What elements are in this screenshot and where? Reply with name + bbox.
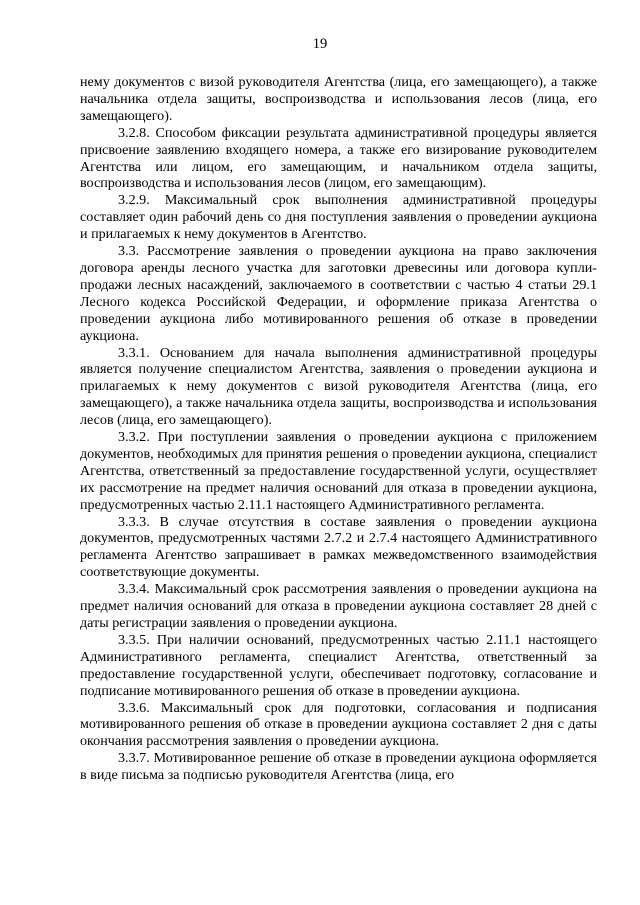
paragraph: 3.3. Рассмотрение заявления о проведении аукциона на право заключения договора аренды лесного участка для заготовки древесины или договора купли-продажи лесных насаждений, заключаемого в соответствии с частью 4 статьи 29.1 Лесного кодекса Российской Федерации, и оформление приказа Агентства о проведении аукциона либо мотивированного решения об отказе в проведении аукциона. [80,243,597,344]
paragraph: 3.3.6. Максимальный срок для подготовки, согласования и подписания мотивированного решения об отказе в проведении аукциона составляет 2 дня с даты окончания рассмотрения заявления о проведении аукциона. [80,699,597,750]
paragraph: 3.3.3. В случае отсутствия в составе заявления о проведении аукциона документов, предусмотренных частями 2.7.2 и 2.7.4 настоящего Административного регламента Агентство запрашивает в рамках межведомственного взаимодействия соответствующие документы. [80,513,597,581]
paragraph: 3.2.9. Максимальный срок выполнения административной процедуры составляет один рабочий день со дня поступления заявления о проведении аукциона и прилагаемых к нему документов в Агентство. [80,192,597,243]
paragraph: 3.3.4. Максимальный срок рассмотрения заявления о проведении аукциона на предмет наличия оснований для отказа в проведении аукциона составляет 28 дней с даты регистрации заявления о проведении аукциона. [80,581,597,631]
document-body [80,74,597,784]
paragraph: 3.3.5. При наличии оснований, предусмотренных частью 2.11.1 настоящего Административного регламента, специалист Агентства, ответственный за предоставление государственной услуги, обеспечивает подготовку, согласование и подписание мотивированного решения об отказе в проведении аукциона. [80,631,597,699]
paragraph: 3.3.7. Мотивированное решение об отказе в проведении аукциона оформляется в виде письма за подписью руководителя Агентства (лица, его [80,750,597,784]
paragraph: нему документов с визой руководителя Агентства (лица, его замещающего), а также начальника отдела защиты, воспроизводства и использования лесов (лица, его замещающего). [80,74,597,124]
paragraph: 3.3.1. Основанием для начала выполнения административной процедуры является получение специалистом Агентства, заявления о проведении аукциона и прилагаемых к нему документов с визой руководителя Агентства (лица, его замещающего), а также начальника отдела защиты, воспроизводства и использования лесов (лица, его замещающего). [80,344,597,429]
page-number: 19 [312,36,328,52]
paragraph: 3.2.8. Способом фиксации результата административной процедуры является присвоение заявлению входящего номера, а также его визирование руководителем Агентства или лицом, его замещающим, и начальником отдела защиты, воспроизводства и использования лесов (лицом, его замещающим). [80,124,597,192]
paragraph: 3.3.2. При поступлении заявления о проведении аукциона с приложением документов, необходимых для принятия решения о проведении аукциона, специалист Агентства, ответственный за предоставление государственной услуги, осуществляет их рассмотрение на предмет наличия оснований для отказа в проведении аукциона, предусмотренных частью 2.11.1 настоящего Административного регламента. [80,429,597,513]
